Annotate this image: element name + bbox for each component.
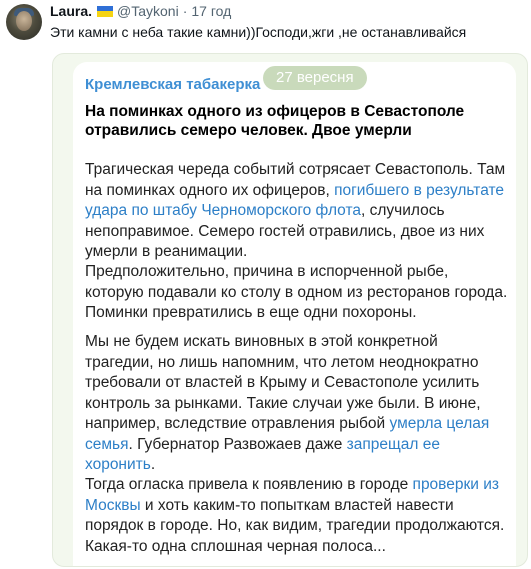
paragraph-text: Предположительно, причина в испорченной рыбе, которую подавали ко столу в одном из ресторанов города. Поминки превратились в еще одни похороны. bbox=[85, 263, 508, 321]
attached-image[interactable] bbox=[52, 53, 528, 567]
link-family-died: умерла целая семья bbox=[85, 415, 490, 453]
tweet-timestamp[interactable]: 17 год bbox=[191, 3, 232, 19]
link-forbade-burial: запрещал ее хоронить bbox=[85, 435, 440, 473]
post-paragraph-4 bbox=[85, 475, 509, 557]
paragraph-text: . Губернатор Развожаев даже bbox=[128, 435, 347, 453]
author-name[interactable]: Laura. bbox=[50, 3, 93, 19]
post-headline: На поминках одного из офицеров в Севастополе отравились семеро человек. Двое умерли bbox=[85, 103, 465, 139]
avatar[interactable] bbox=[6, 4, 42, 40]
avatar-face-shape bbox=[16, 11, 32, 31]
ukraine-flag-icon bbox=[97, 6, 113, 17]
telegram-post bbox=[73, 62, 516, 566]
tweet-text: Эти камни с неба такие камни))Господи,жги ,не останавливайся bbox=[50, 24, 467, 40]
separator-dot: · bbox=[182, 3, 188, 19]
paragraph-text: , случилось непоправимое. Семеро гостей отравились, двое из них умерли в реанимации. bbox=[85, 202, 485, 260]
paragraph-text: Мы не будем искать виновных в этой конкретной трагедии, но лишь напомним, что летом неоднократно требовали от властей в Крыму и Севастополе усилить контроль за рынками. Такие случаи уже были. В июне, например, вследствие отравления рыбой bbox=[85, 333, 481, 432]
tweet-header bbox=[0, 0, 531, 48]
link-strike-on-fleet-hq: погибшего в результате удара по штабу Черноморского флота bbox=[85, 181, 505, 219]
link-moscow-inspection: проверки из Москвы bbox=[85, 476, 499, 514]
paragraph-text: Трагическая череда событий сотрясает Севастополь. Там на поминках одного их офицеров, bbox=[85, 161, 506, 199]
author-row bbox=[50, 3, 231, 19]
author-handle[interactable]: @Taykoni bbox=[117, 3, 179, 19]
paragraph-text: . bbox=[150, 456, 156, 473]
channel-name: Кремлевская табакерка bbox=[85, 76, 261, 93]
paragraph-text: и хоть каким-то попыткам властей навести порядок в городе. Но, как видим, трагедии продолжаются. Какая-то одна сплошная черная полоса... bbox=[85, 496, 505, 555]
post-paragraph-2 bbox=[85, 262, 509, 324]
post-paragraph-3 bbox=[85, 332, 509, 476]
paragraph-text: Тогда огласка привела к появлению в городе bbox=[85, 476, 413, 493]
post-paragraph-1 bbox=[85, 160, 509, 263]
date-badge: 27 вересня bbox=[263, 66, 367, 90]
